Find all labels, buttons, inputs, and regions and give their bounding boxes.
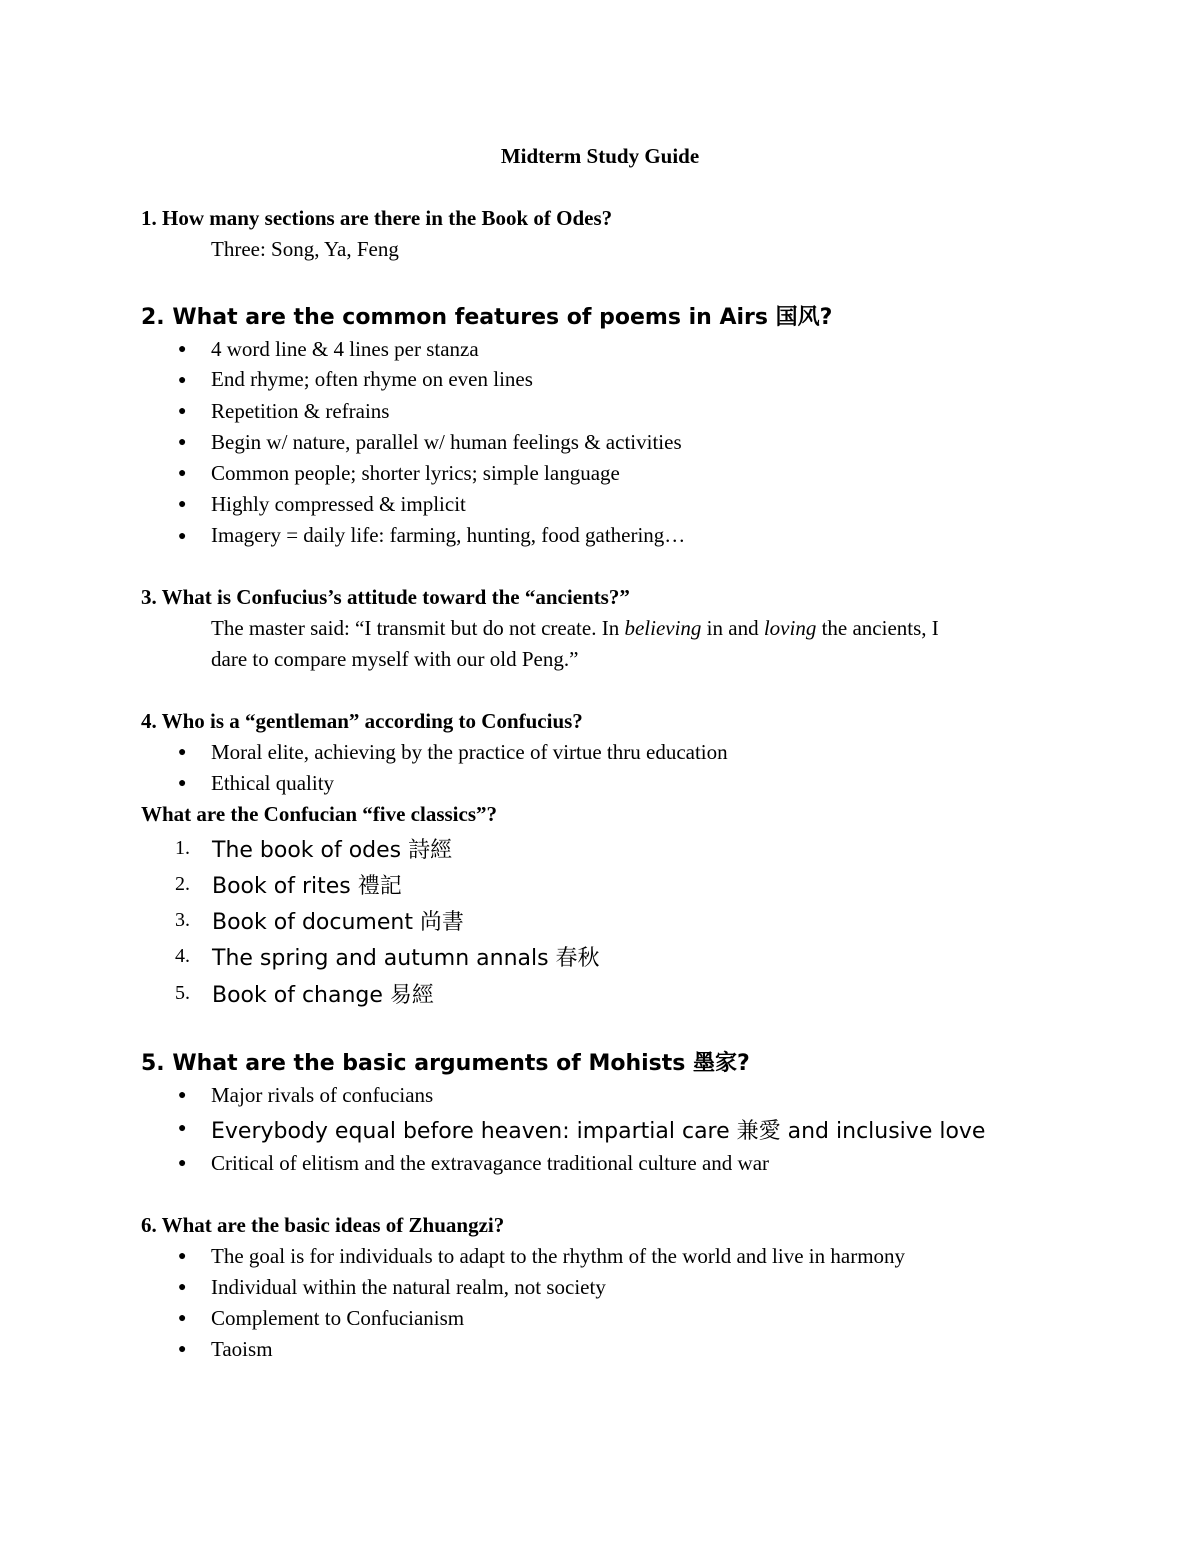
question-4: 4. Who is a “gentleman” according to Confucius?	[141, 709, 583, 733]
q5-bullet-2: Everybody equal before heaven: impartial care 兼愛 and inclusive love	[211, 1119, 986, 1144]
q5-bullet-1: Major rivals of confucians	[211, 1083, 434, 1107]
q2-bullet-7: Imagery = daily life: farming, hunting, food gathering…	[211, 523, 686, 547]
q2-bullet-3: Repetition & refrains	[211, 399, 390, 423]
answer-3-line-1	[211, 616, 939, 641]
classic-item: The book of odes 詩經	[212, 838, 453, 863]
q6-bullet-4: Taoism	[211, 1337, 273, 1361]
bullet-icon: ●	[178, 1311, 187, 1326]
page-title: Midterm Study Guide	[500, 144, 700, 168]
q4-bullet-1: Moral elite, achieving by the practice of virtue thru education	[211, 740, 728, 764]
question-2: 2. What are the common features of poems in Airs 国风?	[141, 305, 833, 330]
bullet-icon: ●	[178, 342, 187, 357]
answer-3-line-2: dare to compare myself with our old Peng.”	[211, 647, 579, 671]
answer-3-emphasis-loving: loving	[763, 616, 817, 640]
q4-bullet-2: Ethical quality	[211, 771, 335, 795]
bullet-icon: ●	[178, 404, 187, 419]
question-1: 1. How many sections are there in the Book of Odes?	[141, 206, 613, 230]
question-6: 6. What are the basic ideas of Zhuangzi?	[141, 1213, 505, 1237]
bullet-icon: ●	[178, 497, 187, 512]
bullet-icon: ●	[178, 1156, 187, 1171]
bullet-icon: ●	[178, 1342, 187, 1357]
classic-number: 2.	[175, 873, 190, 895]
q2-bullet-4: Begin w/ nature, parallel w/ human feelings & activities	[211, 430, 682, 454]
bullet-icon: ●	[178, 745, 187, 760]
classic-item: Book of document 尚書	[212, 910, 464, 935]
bullet-icon: ●	[178, 435, 187, 450]
bullet-icon: ●	[178, 373, 187, 388]
q6-bullet-1: The goal is for individuals to adapt to the rhythm of the world and live in harmony	[211, 1244, 906, 1268]
q5-bullet-3: Critical of elitism and the extravagance traditional culture and war	[211, 1151, 770, 1175]
answer-3-text-1: The master said: “I transmit but do not create. In	[211, 616, 625, 640]
answer-3-emphasis-believing: believing	[624, 616, 702, 640]
classic-item: Book of change 易經	[212, 983, 434, 1008]
classic-number: 3.	[175, 909, 190, 931]
bullet-icon: ●	[178, 776, 187, 791]
q2-bullet-6: Highly compressed & implicit	[211, 492, 466, 516]
bullet-icon: ●	[178, 466, 187, 481]
answer-3-text-3: the ancients, I	[816, 616, 939, 640]
bullet-icon: ●	[178, 1121, 187, 1136]
q2-bullet-5: Common people; shorter lyrics; simple language	[211, 461, 620, 485]
classic-number: 4.	[175, 945, 190, 967]
q6-bullet-3: Complement to Confucianism	[211, 1306, 465, 1330]
q2-bullet-2: End rhyme; often rhyme on even lines	[211, 367, 533, 391]
subquestion-five-classics: What are the Confucian “five classics”?	[141, 802, 498, 826]
classic-number: 5.	[175, 982, 190, 1004]
answer-1: Three: Song, Ya, Feng	[211, 237, 399, 261]
bullet-icon: ●	[178, 1280, 187, 1295]
answer-3-text-2: in and	[701, 616, 764, 640]
question-3: 3. What is Confucius’s attitude toward the “ancients?”	[141, 585, 630, 609]
question-5: 5. What are the basic arguments of Mohists 墨家?	[141, 1051, 750, 1076]
bullet-icon: ●	[178, 1249, 187, 1264]
bullet-icon: ●	[178, 529, 187, 544]
classic-item: The spring and autumn annals 春秋	[212, 946, 600, 971]
classic-item: Book of rites 禮記	[212, 874, 402, 899]
bullet-icon: ●	[178, 1088, 187, 1103]
classic-number: 1.	[175, 837, 190, 859]
q6-bullet-2: Individual within the natural realm, not society	[211, 1275, 606, 1299]
q2-bullet-1: 4 word line & 4 lines per stanza	[211, 337, 479, 361]
